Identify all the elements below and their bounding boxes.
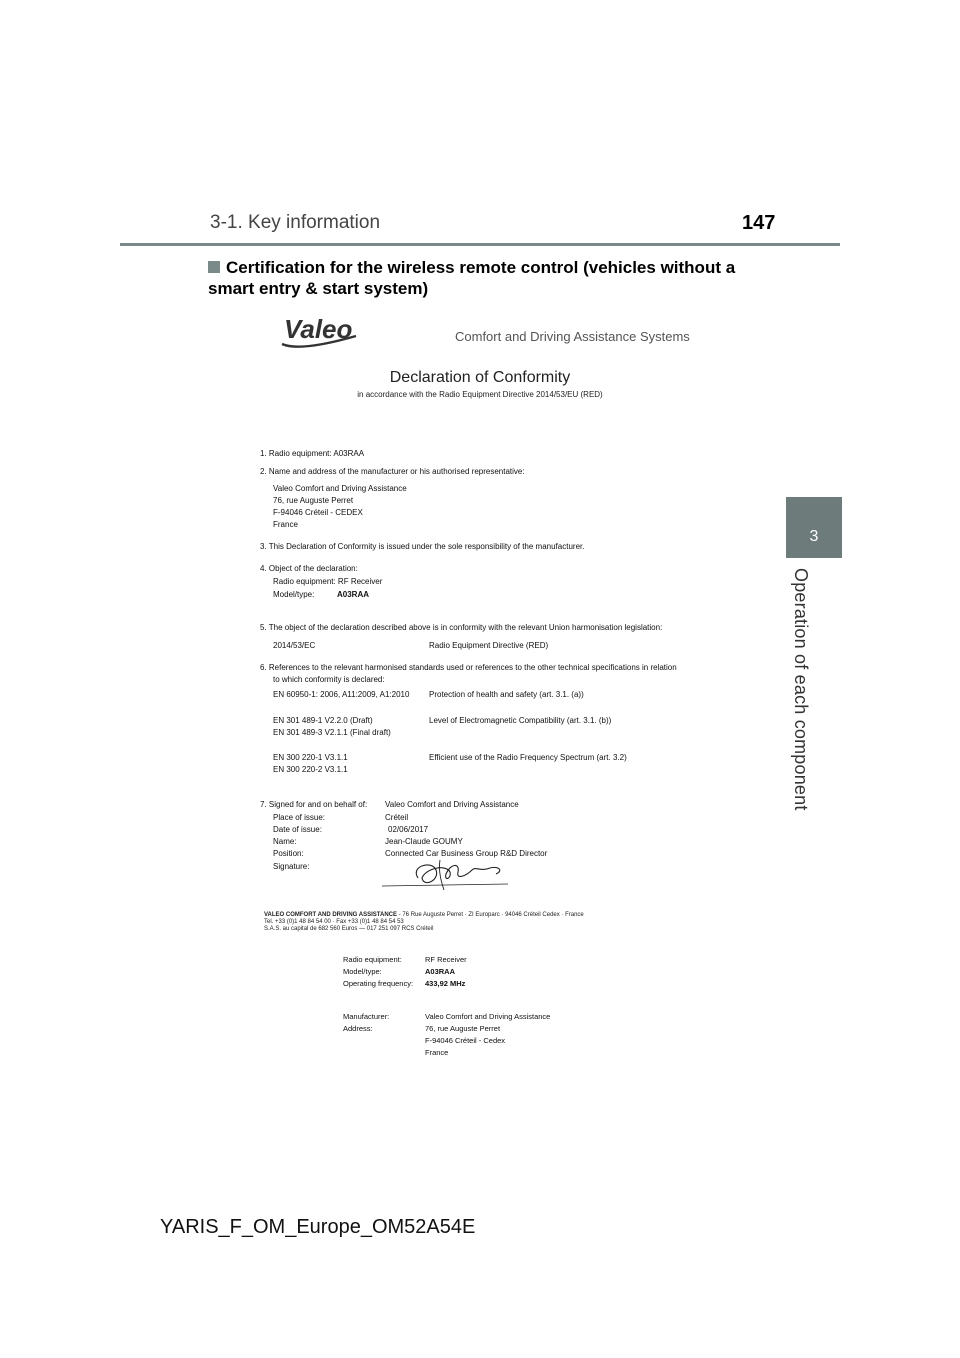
item-1: 1. Radio equipment: A03RAA xyxy=(260,449,365,458)
item-7: 7. Signed for and on behalf of: xyxy=(260,800,368,809)
address-line: 76, rue Auguste Perret xyxy=(273,496,354,505)
svg-text:Valeo: Valeo xyxy=(284,314,353,344)
label-address-label: Address: xyxy=(343,1024,373,1033)
standard-purpose: Protection of health and safety (art. 3.1. (a)) xyxy=(429,690,584,699)
footer-tel: Tel. +33 (0)1 48 84 54 00 · Fax +33 (0)1 48 84 54 53 xyxy=(264,919,404,925)
chapter-label: Operation of each component xyxy=(791,568,811,811)
label-freq-value: 433,92 MHz xyxy=(425,979,466,988)
item-4: 4. Object of the declaration: xyxy=(260,564,358,573)
name-value: Jean-Claude GOUMY xyxy=(385,837,463,846)
object-model-value: A03RAA xyxy=(337,590,370,599)
place-value: Créteil xyxy=(385,813,409,822)
label-equip-label: Radio equipment: xyxy=(343,955,402,964)
label-model-value: A03RAA xyxy=(425,967,456,976)
standard-ref: EN 301 489-3 V2.1.1 (Final draft) xyxy=(273,728,391,737)
label-address-line: France xyxy=(425,1048,449,1057)
position-value: Connected Car Business Group R&D Director xyxy=(385,849,548,858)
item-2: 2. Name and address of the manufacturer or his authorised representative: xyxy=(260,467,525,476)
place-label: Place of issue: xyxy=(273,813,326,822)
section-heading xyxy=(208,257,768,299)
footer-company: VALEO COMFORT AND DRIVING ASSISTANCE xyxy=(264,912,398,918)
item-3: 3. This Declaration of Conformity is issued under the sole responsibility of the manufacturer. xyxy=(260,542,585,551)
label-freq-label: Operating frequency: xyxy=(343,979,414,988)
watermark: carmanualsonline.info xyxy=(680,1330,826,1347)
signature xyxy=(380,858,520,899)
item-5: 5. The object of the declaration described above is in conformity with the relevant Union harmonisation legislation: xyxy=(260,623,663,632)
address-line: Valeo Comfort and Driving Assistance xyxy=(273,484,407,493)
address-line: France xyxy=(273,520,298,529)
valeo-logo xyxy=(280,314,360,357)
doc-directive: in accordance with the Radio Equipment Directive 2014/53/EU (RED) xyxy=(357,390,603,399)
standard-purpose: Level of Electromagnetic Compatibility (art. 3.1. (b)) xyxy=(429,716,612,725)
label-manufacturer-label: Manufacturer: xyxy=(343,1012,390,1021)
address-line: F-94046 Créteil - CEDEX xyxy=(273,508,363,517)
label-address-line: 76, rue Auguste Perret xyxy=(425,1024,501,1033)
bullet-square-icon xyxy=(208,261,220,273)
standard-ref: EN 300 220-2 V3.1.1 xyxy=(273,765,348,774)
standard-ref: EN 300 220-1 V3.1.1 xyxy=(273,753,348,762)
heading-text: Certification for the wireless remote control (vehicles without a smart entry & start system) xyxy=(208,258,736,298)
chapter-tab: 3 xyxy=(786,497,842,558)
date-label: Date of issue: xyxy=(273,825,322,834)
doc-title: Declaration of Conformity xyxy=(389,369,571,386)
label-manufacturer-value: Valeo Comfort and Driving Assistance xyxy=(425,1012,551,1021)
label-address-line: F-94046 Créteil - Cedex xyxy=(425,1036,506,1045)
signatory-company: Valeo Comfort and Driving Assistance xyxy=(385,800,519,809)
object-model-label: Model/type: xyxy=(273,590,315,599)
legislation-name: Radio Equipment Directive (RED) xyxy=(429,641,549,650)
standard-purpose: Efficient use of the Radio Frequency Spectrum (art. 3.2) xyxy=(429,753,627,762)
legislation-ref: 2014/53/EC xyxy=(273,641,316,650)
signature-label: Signature: xyxy=(273,862,310,871)
item-6-cont: to which conformity is declared: xyxy=(273,675,385,684)
name-label: Name: xyxy=(273,837,297,846)
item-6: 6. References to the relevant harmonised standards used or references to the other technical specifications in relation xyxy=(260,663,677,672)
doc-subtitle: Comfort and Driving Assistance Systems xyxy=(455,329,690,344)
label-model-label: Model/type: xyxy=(343,967,382,976)
label-equip-value: RF Receiver xyxy=(425,955,467,964)
doc-footer xyxy=(264,912,584,933)
document-code: YARIS_F_OM_Europe_OM52A54E xyxy=(160,1216,476,1238)
footer-sas: S.A.S. au capital de 682 560 Euros — 017 251 097 RCS Créteil xyxy=(264,926,434,932)
section-title: 3-1. Key information xyxy=(210,212,381,233)
position-label: Position: xyxy=(273,849,304,858)
page-number: 147 xyxy=(742,212,776,234)
standard-ref: EN 60950-1: 2006, A11:2009, A1:2010 xyxy=(273,690,410,699)
header-rule xyxy=(120,243,840,246)
footer-address: - 76 Rue Auguste Perret · ZI Europarc · 94046 Créteil Cedex · France xyxy=(397,912,584,918)
date-value: 02/06/2017 xyxy=(388,825,429,834)
object-equipment: Radio equipment: RF Receiver xyxy=(273,577,383,586)
standard-ref: EN 301 489-1 V2.2.0 (Draft) xyxy=(273,716,373,725)
